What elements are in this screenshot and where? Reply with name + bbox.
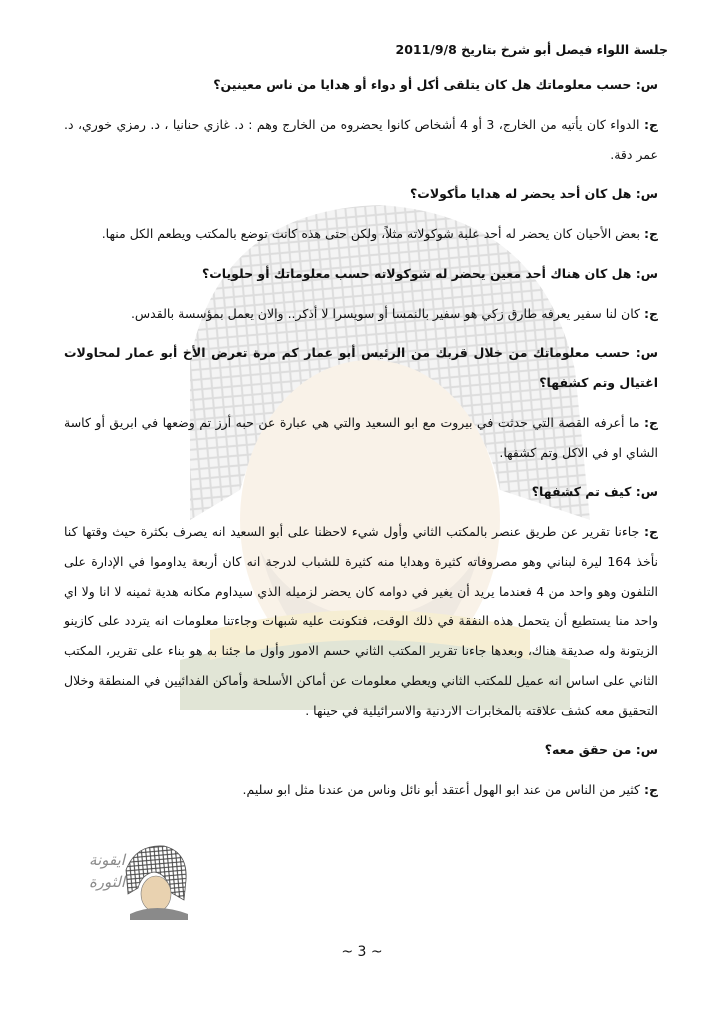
logo-line-1: ايقونة: [89, 851, 125, 869]
question-text: س: حسب معلوماتك من خلال قربك من الرئيس أبو عمار كم مرة تعرض الأخ أبو عمار لمحاولات اغتيال وتم كشفها؟: [64, 345, 658, 390]
session-header: جلسة اللواء فيصل أبو شرخ بتاريخ 2011/9/8: [395, 42, 668, 57]
question-text: س: حسب معلوماتك هل كان يتلقى أكل أو دواء أو هدايا من ناس معينين؟: [213, 77, 658, 92]
answer-text: ما أعرفه القصة التي حدثت في بيروت مع ابو السعيد والتي هي عبارة عن حبه أرز تم وضعها في ابريق أو كاسة الشاي او في الاكل وتم كشفها.: [64, 414, 658, 460]
answer-text: جاءنا تقرير عن طريق عنصر بالمكتب الثاني وأول شيء لاحظنا على أبو السعيد انه يصرف بكثرة حيث وقتها كنا نأخذ 164 ليرة لبناني وهو مصروفاته كثيرة وهدايا منه كثيرة للشباب لدرجة انه كان أربعة يداوموا في الإدارة على التلفون وهو واحد من 4 فعندما يريد أن يغير في دوامه كان يحضر لزميله الذي سيداوم مكانه هدية ثمينه لا انا ولا اي واحد منا يستطيع أن يتحمل هذه النفقة في ذلك الوقت، فتكونت عليه شبهات وجاءتنا معلومات انه يتردد على كازينو الزيتونة وله صديقة هناك، وبعدها جاءنا تقرير المكتب الثاني حسم الامور وأول ما جئنا به هو بناء على تقرير، المكتب الثاني على اساس انه عميل للمكتب الثاني ويعطي معلومات عن أماكن الأسلحة وأماكن الفدائيين في المنطقة وخلال التحقيق معه كشف علاقته بالمخابرات الاردنية والاسرائيلية في حينها .: [64, 524, 658, 718]
logo-text: [72, 850, 142, 894]
answer-tag: ج:: [643, 305, 658, 321]
page-number: ~ 3 ~: [341, 944, 383, 960]
answer-tag: ج:: [643, 116, 658, 132]
answer-text: كثير من الناس من عند ابو الهول أعتقد أبو نائل وناس من عندنا مثل ابو سليم.: [242, 782, 640, 797]
answer-text: بعض الأحيان كان يحضر له أحد علبة شوكولاته مثلاً، ولكن حتى هذه كانت توضع بالمكتب ويطعم الكل منها.: [101, 226, 640, 241]
answer-text: كان لنا سفير يعرفه طارق زكي هو سفير بالنمسا أو سويسرا لا أذكر.. والان يعمل بمؤسسة بالقدس.: [130, 305, 640, 321]
question-text: س: من حقق معه؟: [544, 742, 658, 758]
answer-paragraph: [64, 775, 658, 805]
answer-paragraph: [64, 110, 658, 170]
answer-paragraph: [64, 408, 658, 468]
answer-tag: ج:: [643, 524, 658, 539]
answer-paragraph: [64, 219, 658, 249]
logo-line-2: الثورة: [88, 872, 126, 891]
transcript-body: [64, 70, 658, 815]
question-text: س: هل كان أحد يحضر له هدايا مأكولات؟: [410, 186, 658, 202]
question-text: س: هل كان هناك أحد معين يحضر له شوكولاته حسب معلوماتك أو حلويات؟: [201, 265, 658, 281]
answer-paragraph: [64, 517, 658, 725]
icon-of-revolution-logo: [66, 840, 192, 920]
question-text: س: كيف تم كشفها؟: [531, 484, 658, 500]
answer-tag: ج:: [643, 782, 658, 797]
answer-tag: ج:: [643, 226, 658, 241]
answer-text: الدواء كان يأتيه من الخارج، 3 أو 4 أشخاص كانوا يحضروه من الخارج وهم : د. غازي حنانيا ، د. رمزي خوري، د. عمر دقة.: [64, 116, 658, 162]
answer-paragraph: [64, 299, 658, 329]
answer-tag: ج:: [643, 414, 658, 430]
